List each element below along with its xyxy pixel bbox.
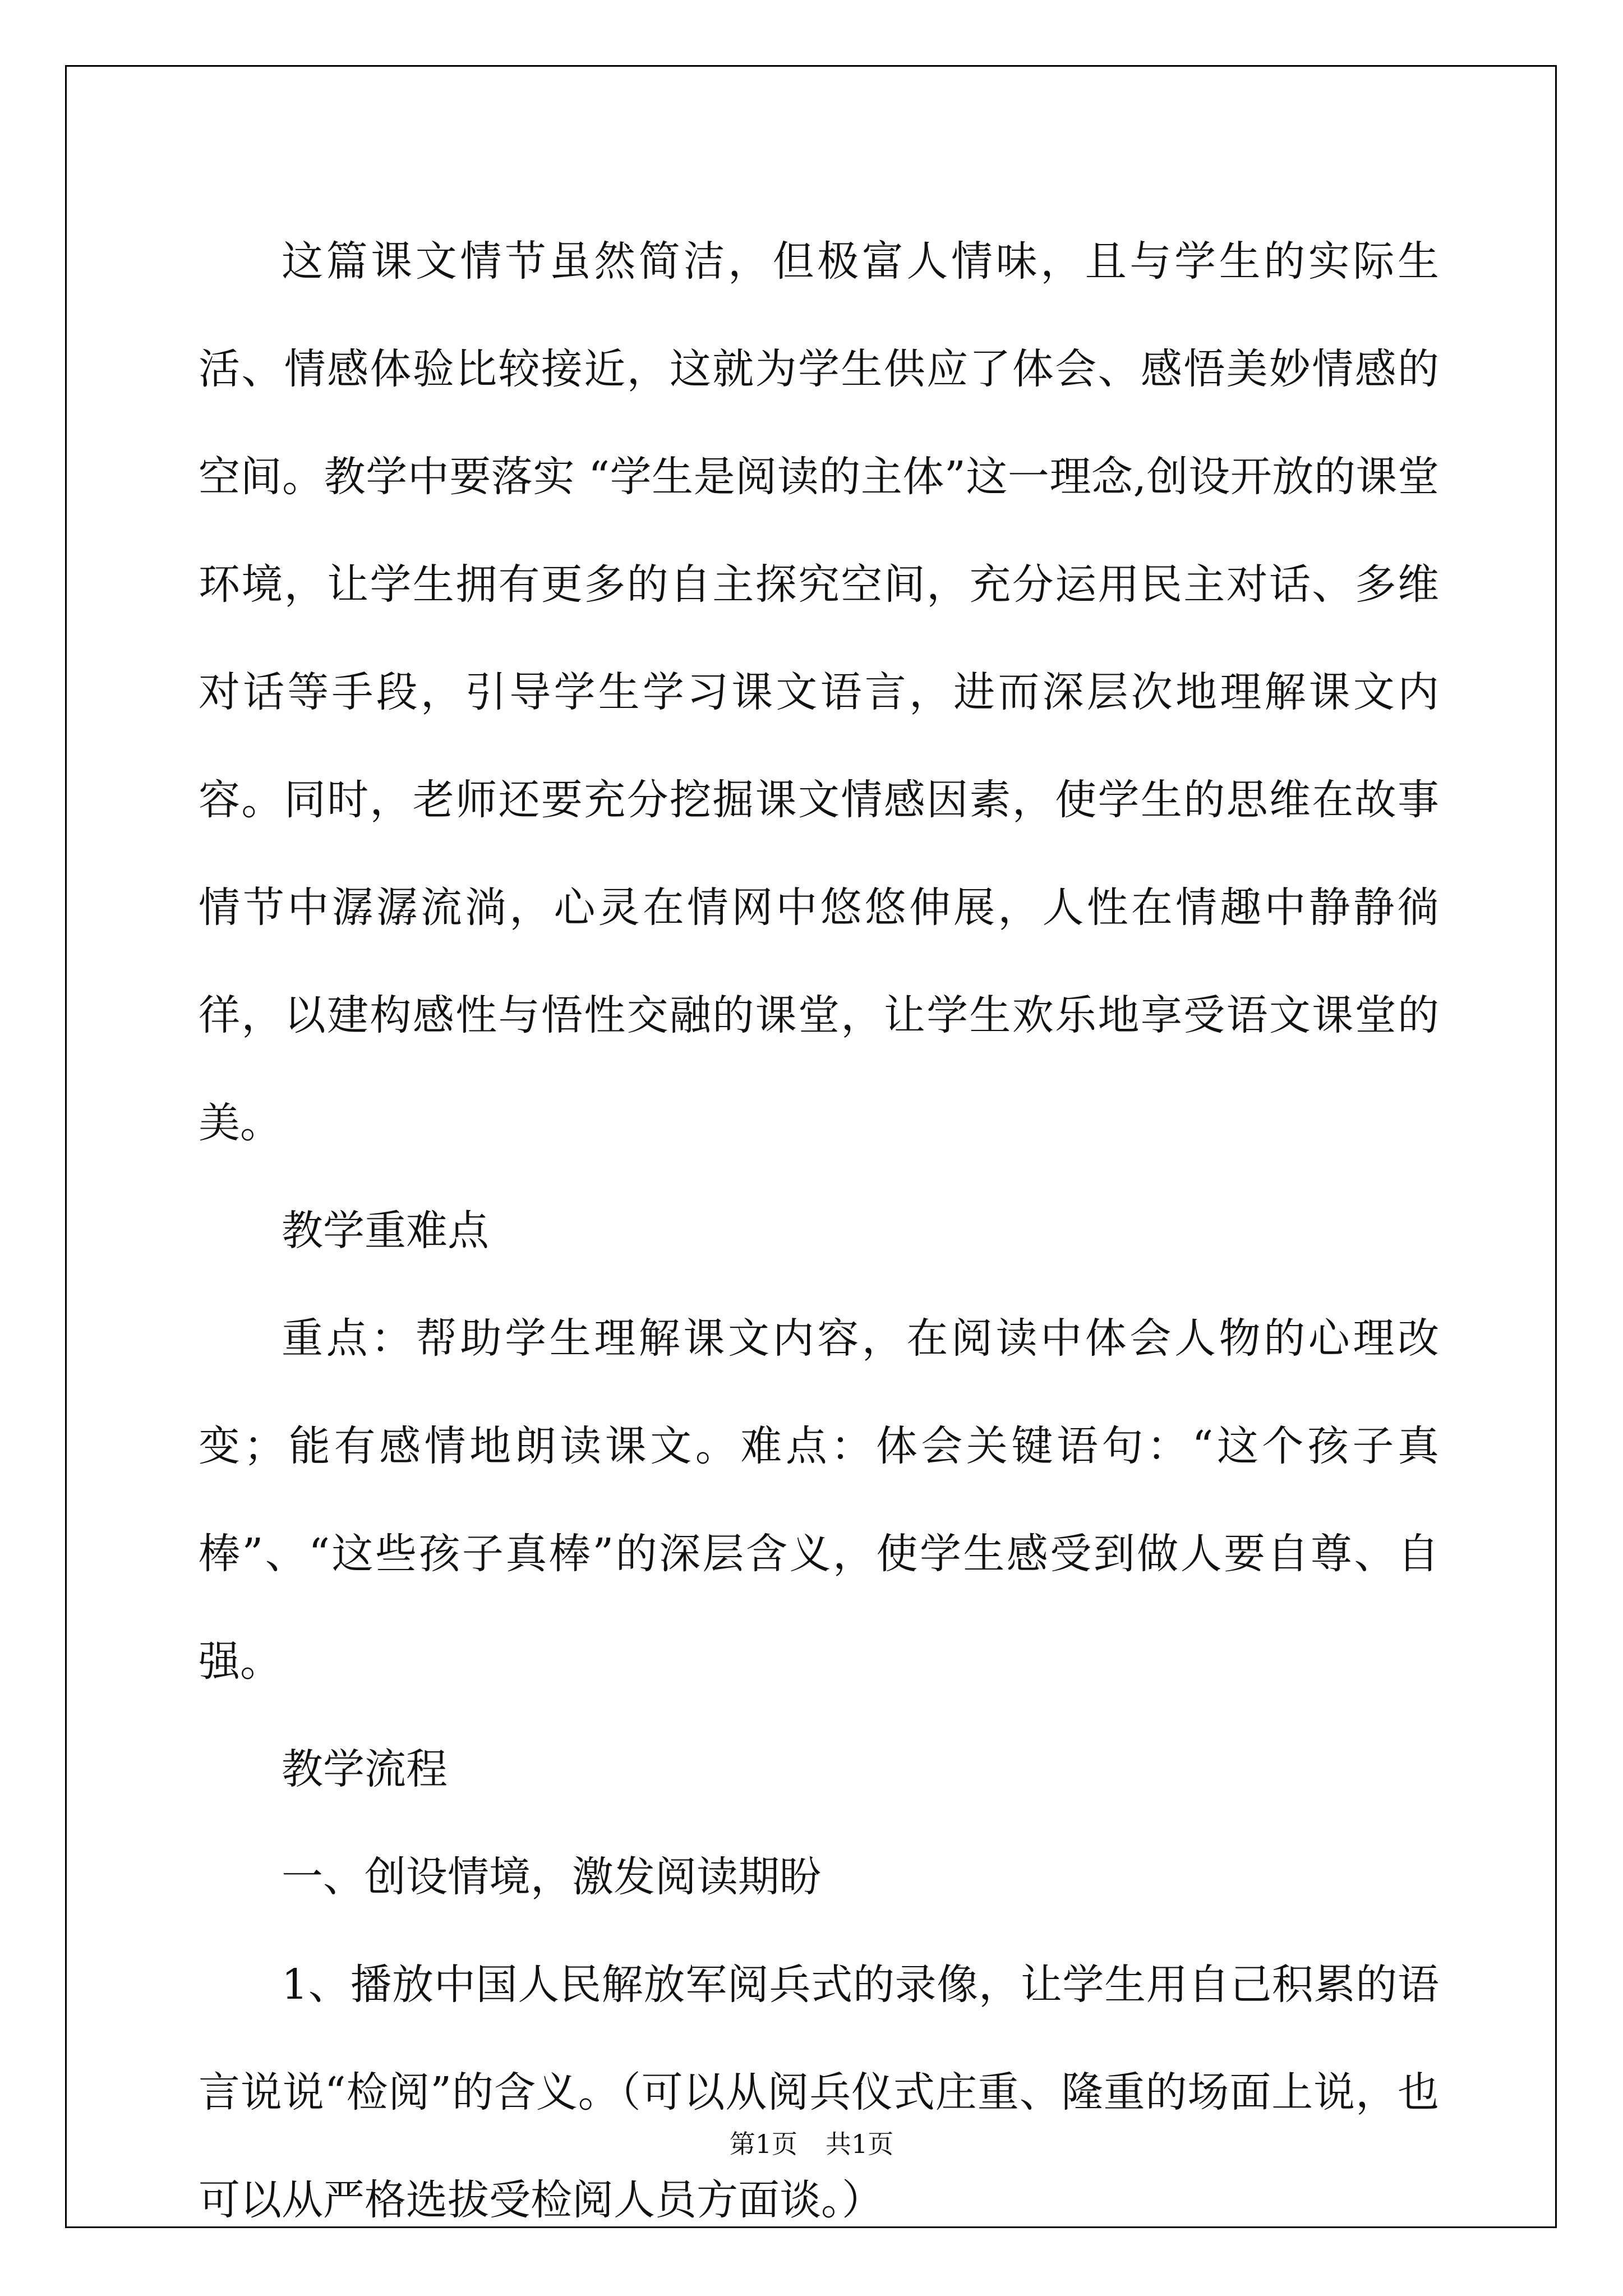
heading-step-one: 一、创设情境，激发阅读期盼	[282, 1853, 821, 1901]
heading-teaching-process: 教学流程	[282, 1745, 448, 1793]
heading-key-points: 教学重难点	[282, 1207, 489, 1255]
paragraph-step-one-item-1: 1、播放中国人民解放军阅兵式的录像，让学生用自己积累的语言说说“检阅”的含义。（可以从阅兵仪式庄重、隆重的场面上说，也可以从严格选拔受检阅人员方面谈。）	[199, 1961, 1439, 2224]
paragraph-intro: 这篇课文情节虽然简洁，但极富人情味，且与学生的实际生活、情感体验比较接近，这就为学生供应了体会、感悟美妙情感的空间。教学中要落实 “学生是阅读的主体”这一理念,创设开放的课堂环境，让学生拥有更多的自主探究空间，充分运用民主对话、多维对话等手段，引导学生学习课文语言，进而深层次地理解课文内容。同时，老师还要充分挖掘课文情感因素，使学生的思维在故事情节中潺潺流淌，心灵在情网中悠悠伸展，人性在情趣中静静徜徉，以建构感性与悟性交融的课堂，让学生欢乐地享受语文课堂的美。	[199, 237, 1439, 1147]
page-total: 共1页	[826, 2129, 894, 2159]
paragraph-key-points: 重点：帮助学生理解课文内容，在阅读中体会人物的心理改变；能有感情地朗读课文。难点：体会关键语句：“这个孩子真棒”、“这些孩子真棒”的深层含义，使学生感受到做人要自尊、自强。	[199, 1314, 1439, 1686]
document-body	[199, 208, 1439, 2254]
page-footer	[0, 2124, 1623, 2161]
page-number: 第1页	[729, 2129, 797, 2159]
